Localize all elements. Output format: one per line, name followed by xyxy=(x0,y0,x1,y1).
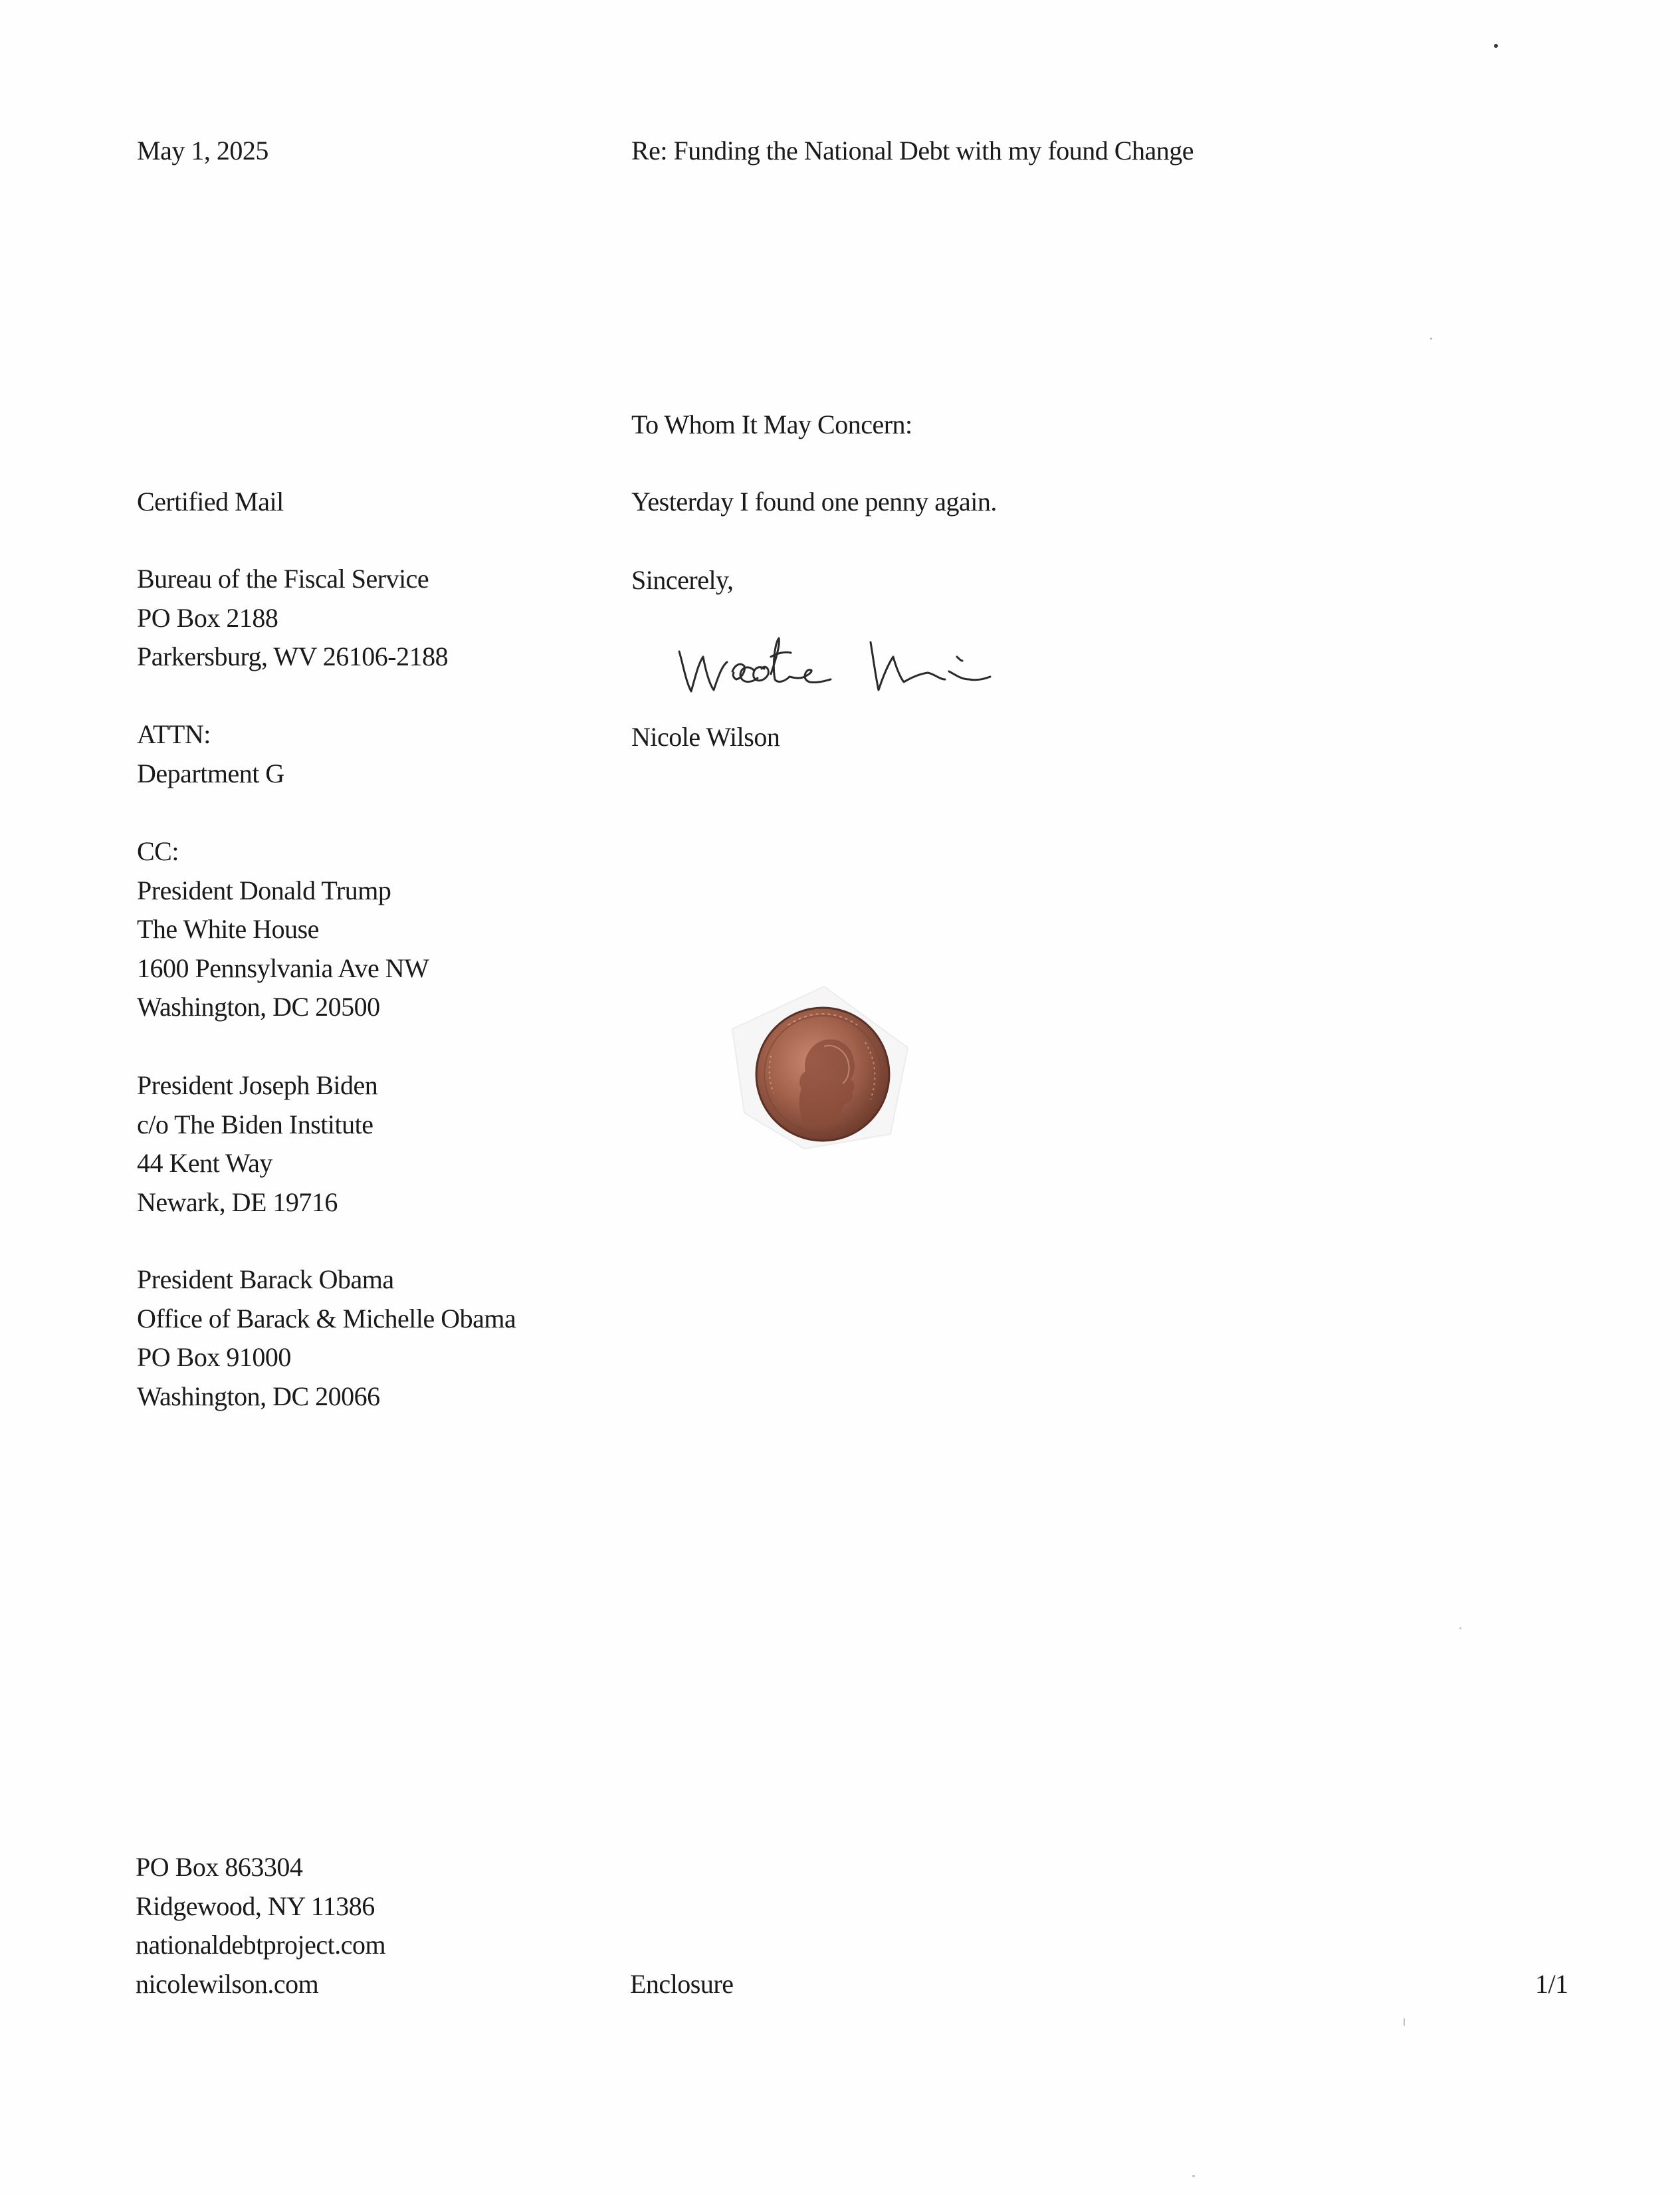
cc-line: c/o The Biden Institute xyxy=(137,1109,373,1139)
cc-line: President Barack Obama xyxy=(137,1264,394,1294)
attn-value: Department G xyxy=(137,758,284,788)
letter-subject: Re: Funding the National Debt with my found Change xyxy=(631,136,1194,166)
enclosure-label: Enclosure xyxy=(630,1969,734,1999)
recipient-line: PO Box 2188 xyxy=(137,602,278,633)
cc-block xyxy=(137,832,429,1027)
cc-line: Office of Barack & Michelle Obama xyxy=(137,1303,516,1333)
letter-date: May 1, 2025 xyxy=(137,136,268,166)
letter-closing: Sincerely, xyxy=(631,565,734,595)
sender-address xyxy=(136,1848,385,2004)
cc-line: Washington, DC 20500 xyxy=(137,992,380,1022)
cc-line: President Donald Trump xyxy=(137,875,391,905)
letter-body: Yesterday I found one penny again. xyxy=(631,487,997,517)
cc-line: 1600 Pennsylvania Ave NW xyxy=(137,953,429,983)
cc-line: 44 Kent Way xyxy=(137,1148,272,1178)
scan-speck xyxy=(1459,1627,1461,1629)
cc-label: CC: xyxy=(137,836,179,866)
sender-website: nicolewilson.com xyxy=(136,1968,319,1999)
signature-name: Nicole Wilson xyxy=(631,722,780,752)
cc-line: The White House xyxy=(137,914,319,944)
sender-line: PO Box 863304 xyxy=(136,1852,303,1882)
recipient-address xyxy=(137,560,448,677)
scan-speck xyxy=(1192,2175,1195,2177)
scan-speck xyxy=(1494,44,1498,48)
attn-block xyxy=(137,715,284,793)
sender-website: nationaldebtproject.com xyxy=(136,1930,386,1960)
recipient-line: Bureau of the Fiscal Service xyxy=(137,564,429,594)
mailing-method: Certified Mail xyxy=(137,487,284,517)
handwritten-signature xyxy=(671,618,1017,705)
cc-recipient-obama xyxy=(137,1260,516,1416)
cc-line: Newark, DE 19716 xyxy=(137,1187,338,1217)
penny-coin xyxy=(724,982,917,1155)
cc-recipient-biden xyxy=(137,1066,377,1222)
cc-line: President Joseph Biden xyxy=(137,1070,378,1100)
recipient-line: Parkersburg, WV 26106-2188 xyxy=(137,641,449,671)
page-number: 1/1 xyxy=(1535,1969,1568,1999)
scan-speck xyxy=(1404,2018,1405,2026)
cc-line: PO Box 91000 xyxy=(137,1342,291,1372)
sender-line: Ridgewood, NY 11386 xyxy=(136,1891,375,1921)
cc-line: Washington, DC 20066 xyxy=(137,1381,380,1411)
letter-salutation: To Whom It May Concern: xyxy=(631,409,912,439)
attn-label: ATTN: xyxy=(137,719,211,749)
scan-speck xyxy=(1430,338,1432,340)
